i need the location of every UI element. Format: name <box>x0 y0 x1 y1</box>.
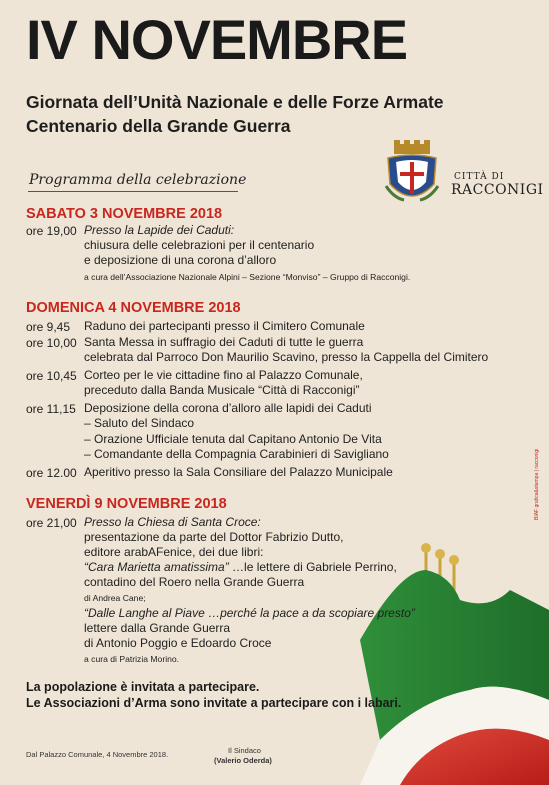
event-sabato-line3: e deposizione di una corona d’alloro <box>84 253 277 267</box>
day-heading-domenica: DOMENICA 4 NOVEMBRE 2018 <box>26 300 241 316</box>
time-domenica-4: ore 11,15 <box>26 402 76 416</box>
event-domenica-4c: – Orazione Ufficiale tenuta dal Capitano Antonio De Vita <box>84 432 382 446</box>
side-credit: BIAF grafica&stampa | racconigi <box>534 448 540 520</box>
time-domenica-3: ore 10,45 <box>26 369 77 383</box>
event-venerdi-line9: di Antonio Poggio e Edoardo Croce <box>84 636 272 650</box>
event-venerdi-place: Presso la Chiesa di Santa Croce: <box>84 515 261 529</box>
time-domenica-1: ore 9,45 <box>26 320 71 334</box>
day-heading-sabato: SABATO 3 NOVEMBRE 2018 <box>26 206 223 222</box>
event-venerdi-author1: di Andrea Cane; <box>84 593 146 603</box>
event-sabato-note: a cura dell’Associazione Nazionale Alpini – Sezione “Monviso” – Gruppo di Racconigi. <box>84 272 411 282</box>
event-domenica-2a: Santa Messa in suffragio dei Caduti di tutte le guerra <box>84 335 364 349</box>
city-label-small: CITTÀ DI <box>454 172 505 182</box>
programma-heading: Programma della celebrazione <box>29 172 247 188</box>
time-domenica-2: ore 10,00 <box>26 336 77 350</box>
closing-line1: La popolazione è invitata a partecipare. <box>26 680 260 694</box>
city-crest-icon <box>384 140 440 208</box>
closing-line2: Le Associazioni d’Arma sono invitate a partecipare con i labari. <box>26 696 402 710</box>
book1-title: “Cara Marietta amatissima” <box>84 560 229 574</box>
time-sabato: ore 19,00 <box>26 224 77 238</box>
subtitle-centenario: Centenario della Grande Guerra <box>26 116 291 136</box>
event-sabato-place: Presso la Lapide dei Caduti: <box>84 223 235 237</box>
event-venerdi-line3: editore arabAFenice, dei due libri: <box>84 545 264 559</box>
event-domenica-4a: Deposizione della corona d’alloro alle lapidi dei Caduti <box>84 401 372 415</box>
event-domenica-4b: – Saluto del Sindaco <box>84 416 195 430</box>
event-venerdi-book1 <box>84 560 397 575</box>
event-domenica-2b: celebrata dal Parroco Don Maurilio Scavino, presso la Cappella del Cimitero <box>84 350 489 364</box>
subtitle-giornata: Giornata dell’Unità Nazionale e delle Forze Armate <box>26 92 444 112</box>
event-venerdi-note: a cura di Patrizia Morino. <box>84 654 180 664</box>
event-venerdi-line2: presentazione da parte del Dottor Fabrizio Dutto, <box>84 530 344 544</box>
event-venerdi-book2: “Dalle Langhe al Piave …perché la pace a da scopiare presto” <box>84 606 415 620</box>
event-domenica-3a: Corteo per le vie cittadine fino al Palazzo Comunale, <box>84 368 363 382</box>
event-domenica-1: Raduno dei partecipanti presso il Cimitero Comunale <box>84 319 365 333</box>
programma-underline <box>28 191 238 192</box>
footer-place: Dal Palazzo Comunale, 4 Novembre 2018. <box>26 750 169 759</box>
event-venerdi-line8: lettere dalla Grande Guerra <box>84 621 231 635</box>
page-title: IV NOVEMBRE <box>26 8 408 71</box>
event-domenica-5: Aperitivo presso la Sala Consiliare del Palazzo Municipale <box>84 465 393 479</box>
book1-desc: …le lettere di Gabriele Perrino, <box>232 560 397 574</box>
event-sabato-line2: chiusura delle celebrazioni per il centenario <box>84 238 315 252</box>
city-name: RACCONIGI <box>451 182 544 198</box>
time-domenica-5: ore 12.00 <box>26 466 77 480</box>
day-heading-venerdi: VENERDÌ 9 NOVEMBRE 2018 <box>26 496 227 512</box>
event-domenica-4d: – Comandante della Compagnia Carabinieri di Savigliano <box>84 447 389 461</box>
event-domenica-3b: preceduto dalla Banda Musicale “Città di Racconigi” <box>84 383 360 397</box>
footer-role: Il Sindaco <box>228 746 261 755</box>
footer-name: (Valerio Oderda) <box>214 756 272 765</box>
time-venerdi: ore 21,00 <box>26 516 77 530</box>
event-venerdi-line5: contadino del Roero nella Grande Guerra <box>84 575 305 589</box>
